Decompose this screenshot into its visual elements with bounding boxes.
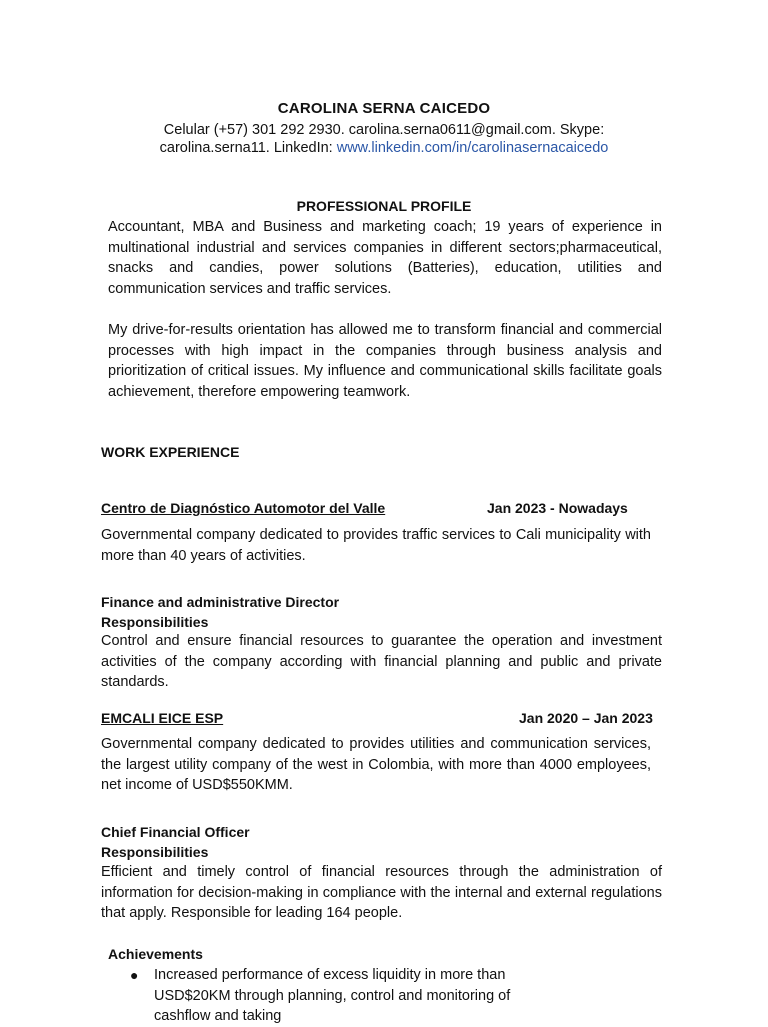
job-2-achievements-label: Achievements	[108, 946, 203, 962]
job-2-responsibilities-label: Responsibilities	[101, 844, 209, 860]
achievement-text: Increased performance of excess liquidity in more than USD$20KM through planning, control and monitoring of cashflow and taking	[154, 967, 511, 1025]
candidate-name: CAROLINA SERNA CAICEDO	[277, 100, 491, 117]
contact-info	[0, 121, 768, 157]
job-1-company: Centro de Diagnóstico Automotor del Valle	[101, 500, 386, 516]
job-2-achievements-list	[108, 965, 568, 1027]
job-1-responsibilities: Control and ensure financial resources to guarantee the operation and investment activities of the company according with financial planning and public and private standards.	[101, 633, 662, 691]
achievement-item	[108, 965, 568, 1027]
job-2-title: Chief Financial Officer	[101, 824, 250, 840]
profile-paragraph-1: Accountant, MBA and Business and marketing coach; 19 years of experience in multinational industrial and services companies in different sectors;pharmaceutical, snacks and candies, power solutions (Batteries), education, utilities and communication services and traffic services.	[108, 219, 662, 297]
contact-line-1: Celular (+57) 301 292 2930. carolina.serna0611@gmail.com. Skype:	[163, 122, 605, 138]
job-2-company: EMCALI EICE ESP	[101, 710, 224, 726]
work-experience-heading: WORK EXPERIENCE	[101, 444, 240, 460]
profile-paragraph-2: My drive-for-results orientation has allowed me to transform financial and commercial processes with high impact in the companies through business analysis and prioritization of critical issues. My influence and communicational skills facilitate goals achievement, therefore empowering teamwork.	[108, 322, 662, 400]
job-1-responsibilities-label: Responsibilities	[101, 614, 209, 630]
contact-line-2	[0, 139, 768, 157]
job-2-dates: Jan 2020 – Jan 2023	[519, 710, 653, 726]
job-2-description: Governmental company dedicated to provides utilities and communication services, the largest utility company of the west in Colombia, with more than 4000 employees, net income of USD$550KMM.	[101, 736, 651, 794]
job-2-responsibilities: Efficient and timely control of financial resources through the administration of information for decision-making in compliance with the internal and external regulations that apply. Responsible for leading 164 people.	[101, 864, 662, 922]
job-1-description: Governmental company dedicated to provides traffic services to Cali municipality with more than 40 years of activities.	[101, 527, 651, 564]
job-1-dates: Jan 2023 - Nowadays	[487, 500, 628, 516]
linkedin-link[interactable]: www.linkedin.com/in/carolinasernacaicedo	[336, 140, 609, 156]
contact-skype-linkedin-label: carolina.serna11. LinkedIn:	[159, 140, 337, 156]
profile-heading: PROFESSIONAL PROFILE	[296, 198, 472, 214]
bullet-icon: ●	[130, 967, 139, 983]
job-1-title: Finance and administrative Director	[101, 594, 340, 610]
